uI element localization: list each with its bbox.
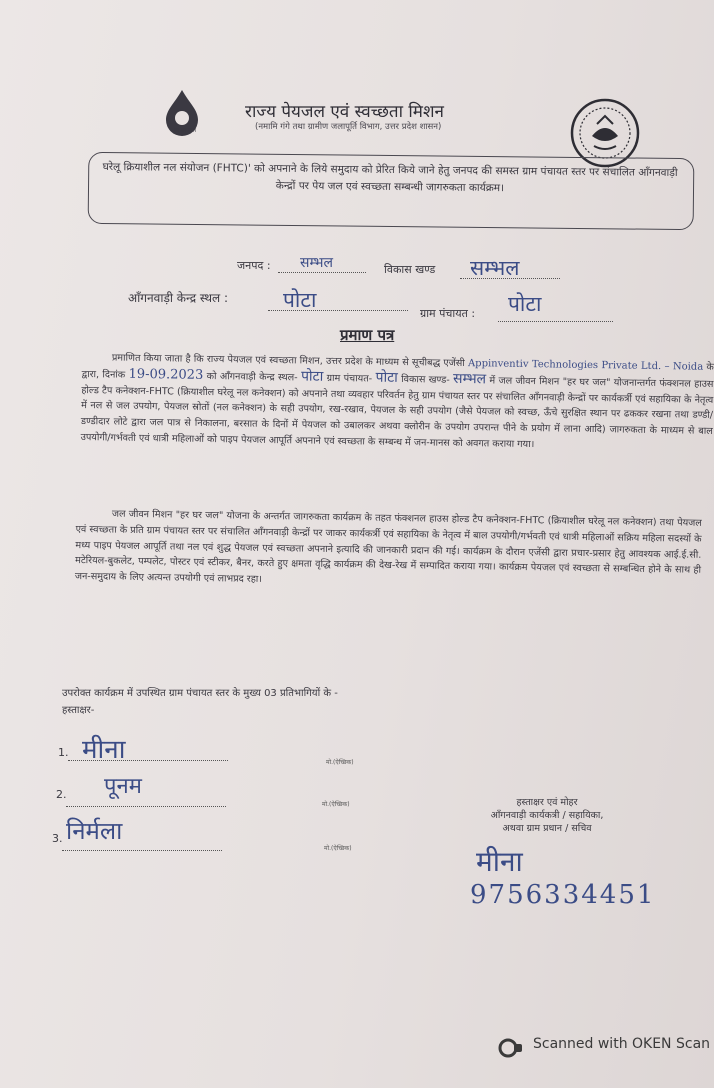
anganwadi-label: आँगनवाड़ी केन्द्र स्थल :	[128, 291, 229, 305]
participant-signature: मीना	[82, 735, 126, 765]
participant-row: 2. पूनम मो.(ऐच्छिक)	[56, 778, 356, 806]
participant-row: 3. निर्मला मो.(ऐच्छिक)	[52, 822, 372, 852]
participant-signature: पूनम	[104, 774, 142, 799]
logo-caption: हर घर जल	[174, 128, 196, 134]
agency-name: Appinventiv Technologies Private Ltd. – Noida	[467, 358, 704, 373]
janpad-value: सम्भल	[300, 255, 333, 271]
signatory-block: हस्ताक्षर एवं मोहर आँगनवाड़ी कार्यकत्री / सहायिका, अथवा ग्राम प्रधान / सचिव	[490, 797, 604, 834]
certificate-paragraph-2: जल जीवन मिशन "हर घर जल" योजना के अन्तर्गत जागरुकता कार्यक्रम के तहत फंक्शनल हाउस होल्ड टैप कनेक्शन-FHTC (क्रियाशील घरेलू नल कनेक्शन) तथा पेयजल एवं स्वच्छता के प्रति ग्राम पंचायत स्तर पर संचालित आँगनवाड़ी केन्द्रों पर जाकर कार्यकर्त्री एवं सहायिका के नेतृत्व में बाल उपयोगी/गर्भवती एवं धात्री महिलाओं सक्रिय महिला सदस्यों के मध्य पाइप पेयजल आपूर्ति तथा नल एवं शुद्ध पेयजल एवं स्वच्छता अपनाने इत्यादि की जानकारी प्रदान की गई। कार्यक्रम के दौरान एजेंसी द्वारा प्रचार-प्रसार हेतु आवश्यक आई.ई.सी. मटेरियल-बुकलेट, पम्पलेट, पोस्टर एवं स्टीकर, बैनर, करते हुए क्षमता वृद्धि कार्यक्रम की देख-रेख में सम्पादित कराया गया। कार्यक्रम पेयजल एवं स्वच्छता से सम्बन्धित होने के साथ ही जन-समुदाय के लिए अत्यन्त उपयोगी एवं लाभप्रद रहा।	[74, 508, 702, 586]
program-date: 19-09.2023	[128, 366, 204, 383]
participant-signature: निर्मला	[66, 817, 123, 845]
participants-sign-label: हस्ताक्षर-	[62, 705, 95, 716]
scanner-watermark: Scanned with OKEN Scan	[533, 1036, 711, 1052]
vikas-khand-label: विकास खण्ड	[384, 263, 436, 276]
gram-panchayat-label: ग्राम पंचायत :	[420, 307, 476, 320]
oken-scan-logo-icon	[498, 1038, 524, 1058]
gram-panchayat-value: पोटा	[508, 292, 542, 316]
anganwadi-value: पोटा	[283, 288, 317, 312]
centre-value: पोटा	[300, 368, 324, 385]
participant-row: 1. मीना मो.(ऐच्छिक)	[58, 736, 358, 764]
mission-subtitle: (नमामि गंगे तथा ग्रामीण जलापूर्ति विभाग, उत्तर प्रदेश शासन)	[255, 122, 442, 132]
signatory-phone: 9756334451	[470, 880, 656, 910]
har-ghar-jal-logo	[160, 88, 208, 148]
vk-value: सम्भल	[452, 370, 487, 388]
janpad-label: जनपद :	[237, 259, 271, 272]
participants-intro: उपरोक्त कार्यक्रम में उपस्थित ग्राम पंचायत स्तर के मुख्य 03 प्रतिभागियों के -	[62, 688, 338, 699]
signatory-signature: मीना	[476, 845, 523, 878]
gp-value: पोटा	[375, 369, 398, 386]
mission-title: राज्य पेयजल एवं स्वच्छता मिशन	[245, 102, 444, 122]
certificate-paragraph-1: प्रमाणित किया जाता है कि राज्य पेयजल एवं स्वच्छता मिशन, उत्तर प्रदेश के माध्यम से सूचीबद्ध एजेंसी Appinventiv Technologies Private Ltd. – Noida के द्वारा, दिनांक 19-09.2023 को आँगनवाड़ी केन्द्र स्थल- पोटा ग्राम पंचायत- पोटा विकास खण्ड- सम्भल में जल जीवन मिशन "हर घर जल" योजनान्तर्गत फंक्शनल हाउस होल्ड टैप कनेक्शन-FHTC (क्रियाशील घरेलू नल कनेक्शन) को अपनाने तथा व्यवहार परिवर्तन हेतु ग्राम पंचायत स्तर पर संचालित आँगनवाड़ी केन्द्रों पर कार्यकर्त्री एवं सहायिका के नेतृत्व में नल से जल उपयोग, पेयजल स्रोतों (नल कनेक्शन) के सही उपयोग, रख-रखाव, पेयजल के सही उपयोग (जैसे पेयजल को स्वच्छ, ऊँचे सुरक्षित स्थान पर ढककर रखना तथा डण्डी/डण्डीदार लोटे द्वारा जल पात्र से निकालना, बरसात के दिनों में पेयजल को उबालकर अथवा क्लोरीन के उपयोग उपरान्त पीने के प्रयोग में लाना आदि) जागरुकता के माध्यम से बाल उपयोगी/गर्भवती एवं धात्री महिलाओं को पाइप पेयजल आपूर्ति अपनाने एवं स्वच्छता के सम्बन्ध में जन-मानस को अवगत कराया गया।	[80, 352, 714, 451]
vikas-khand-value: सम्भल	[470, 256, 520, 280]
programme-heading: घरेलू क्रियाशील नल संयोजन (FHTC)' को अपनाने के लिये समुदाय को प्रेरित किये जाने हेतु जनपद की समस्त ग्राम पंचायत स्तर पर संचालित आँगनवाड़ी केन्द्रों पर पेय जल एवं स्वच्छता सम्बन्धी जागरुकता कार्यक्रम।	[102, 160, 678, 195]
certificate-title: प्रमाण पत्र	[340, 326, 395, 344]
